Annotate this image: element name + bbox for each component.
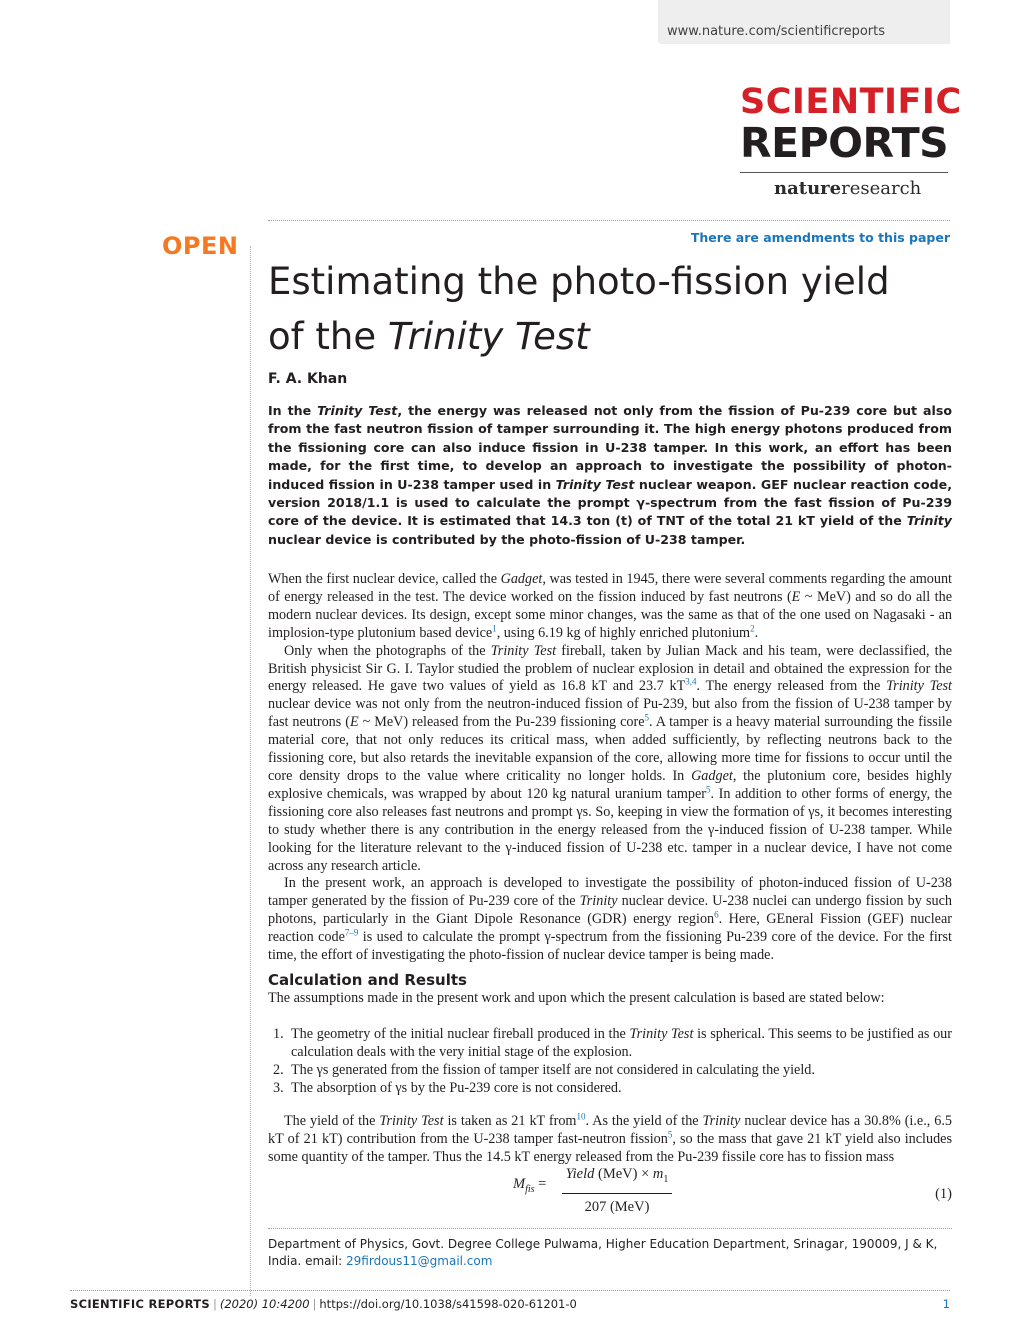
abstract-italic: Trinity Test bbox=[555, 476, 635, 492]
body-italic: E bbox=[349, 714, 359, 731]
body-text: . A tamper is a heavy material surrounding the fissile material core, that not only reduces its critical mass, when added sufficiently, by reflecting neutrons back to the fissioning core, but also retards the inevitable expansion of the core, allowing more time for fissions to occur until the core density drops to the value where criticality no longer holds. In bbox=[268, 714, 952, 784]
doi-link[interactable]: https://doi.org/10.1038/s41598-020-61201-0 bbox=[319, 1297, 577, 1311]
citation-link[interactable]: 6 bbox=[714, 909, 719, 920]
section-intro: The assumptions made in the present work and upon which the present calculation is based are stated below: bbox=[268, 989, 885, 1006]
body-text: When the first nuclear device, called the bbox=[268, 571, 501, 587]
abstract-text: nuclear weapon. GEF nuclear reaction code, version 2018/1.1 is used to calculate the prompt γ-spectrum from the fast fission of Pu-239 core of the device. It is estimated that 14.3 ton (t) of TNT of the total 21 kT yield of the bbox=[268, 476, 953, 529]
body-italic: Gadget bbox=[500, 571, 543, 587]
list-text: The geometry of the initial nuclear fireball produced in the bbox=[291, 1025, 630, 1042]
body-italic: Trinity Test bbox=[379, 1113, 444, 1130]
author-name: F. A. Khan bbox=[268, 371, 348, 387]
body-text: Only when the photographs of the bbox=[284, 642, 491, 659]
body-text: nuclear device has a 30.8% (i.e., 6.5 kT of 21 kT) contribution from the U-238 tamper fast-neutron fission bbox=[268, 1113, 952, 1148]
body-text: , using 6.19 kg of highly enriched plutonium bbox=[496, 624, 751, 641]
publisher-logo-rest: research bbox=[841, 178, 922, 199]
page-number: 1 bbox=[942, 1297, 950, 1311]
title-line-1: Estimating the photo-fission yield bbox=[268, 260, 890, 303]
footer-separator: | bbox=[212, 1297, 217, 1311]
equation-lhs: $M_{fis}$ = bbox=[513, 1176, 547, 1195]
list-item bbox=[268, 1062, 952, 1080]
abstract-text: , the energy was released not only from the fission of Pu-239 core but also from the fast neutron fission of tamper surrounding it. The high energy photons produced from the fissioning core can also induce fission in U-238 tamper. In this work, an effort has been made, for the first time, to develop an approach to investigate the possibility of photon-induced fission in U-238 tamper used in bbox=[268, 403, 952, 492]
body-paragraph-1 bbox=[268, 571, 952, 643]
list-text: The γs generated from the fission of tamper itself are not considered in calculating the yield. bbox=[291, 1061, 815, 1078]
body-text: ~ MeV) and so do all the modern nuclear devices. Its design, except some minor changes, was the same as that of the one used on Nagasaki - an implosion-type plutonium based device bbox=[268, 588, 952, 641]
article-title bbox=[268, 254, 890, 364]
body-text: , was tested in 1945, there were several comments regarding the amount of energy released in the test. The device worked on the fission induced by fast neutrons ( bbox=[268, 571, 952, 605]
body-text: . Here, GEneral Fission (GEF) nuclear reaction code bbox=[268, 911, 952, 946]
citation-link[interactable]: 5 bbox=[644, 712, 649, 723]
logo-reports-text: REPORTS bbox=[740, 119, 949, 167]
citation-link[interactable]: 7–9 bbox=[344, 927, 359, 938]
publisher-logo-bold: nature bbox=[774, 178, 842, 199]
equation-number: (1) bbox=[935, 1186, 952, 1202]
equation-symbol: Yield bbox=[565, 1166, 595, 1182]
citation-link[interactable]: 1 bbox=[492, 622, 497, 633]
title-line-2 bbox=[268, 309, 890, 364]
body-text: . As the yield of the bbox=[585, 1113, 703, 1130]
equation-text: (MeV) × bbox=[594, 1166, 653, 1182]
abstract-italic: Trinity bbox=[906, 513, 952, 529]
citation-link[interactable]: 3,4 bbox=[685, 676, 697, 687]
logo-scientific-text: SCIENTIFIC bbox=[740, 82, 962, 122]
body-text: . In addition to other forms of energy, the fissioning core also releases fast neutrons and prompt γs. So, keeping in view the formation of γs, it becomes interesting to study whether there is any contribution in the energy released from the γ-induced fission of U-238 tamper. While looking for the literature relevant to the γ-induced fission of U-238 etc. tamper in a nuclear device, I have not come across any research article. bbox=[268, 785, 952, 874]
body-text: nuclear device. U-238 nuclei can undergo fission by such photons, particularly in the Giant Dipole Resonance (GDR) energy region bbox=[268, 893, 952, 928]
citation-link[interactable]: 5 bbox=[706, 784, 711, 795]
footer-separator: | bbox=[312, 1297, 317, 1311]
body-text: is taken as 21 kT from bbox=[443, 1113, 577, 1130]
body-paragraph-2 bbox=[268, 643, 952, 876]
body-text: ~ MeV) released from the Pu-239 fissioning core bbox=[358, 714, 645, 731]
section-heading: Calculation and Results bbox=[268, 970, 467, 989]
footnote-divider bbox=[268, 1228, 952, 1229]
citation-link[interactable]: 5 bbox=[667, 1129, 673, 1140]
header-divider bbox=[268, 220, 950, 221]
vertical-divider bbox=[250, 246, 251, 1296]
body-italic: Gadget bbox=[691, 767, 733, 784]
footer-divider bbox=[70, 1290, 950, 1291]
equation-1 bbox=[268, 1164, 952, 1215]
abstract-italic: Trinity Test bbox=[317, 403, 398, 418]
citation-link[interactable]: 10 bbox=[576, 1111, 586, 1122]
list-number: 1. bbox=[273, 1025, 284, 1042]
body-text: In the present work, an approach is developed to investigate the possibility of photon-induced fission of U-238 tamper generated by the fission of Pu-239 core of the bbox=[268, 875, 952, 910]
body-text: , so the mass that gave 21 kT yield also includes some quantity of the tamper. Thus the 14.5 kT energy released from the Pu-239 fissile core has to fission mass bbox=[268, 1131, 952, 1166]
abstract-text: nuclear device is contributed by the photo-fission of U-238 tamper. bbox=[268, 531, 746, 547]
list-italic: Trinity Test bbox=[629, 1025, 694, 1042]
list-item bbox=[268, 1026, 952, 1062]
footer-volume: (2020) 10:4200 bbox=[219, 1297, 310, 1311]
title-italic: Trinity Test bbox=[387, 315, 590, 358]
body-text: The yield of the bbox=[284, 1113, 380, 1130]
body-text: , the plutonium core, besides highly explosive chemicals, was wrapped by about 120 kg natural uranium tamper bbox=[268, 767, 952, 802]
footer-citation bbox=[70, 1297, 577, 1311]
equation-numerator bbox=[562, 1164, 672, 1190]
abstract-text: In the bbox=[268, 403, 318, 418]
equation-symbol: M bbox=[513, 1176, 526, 1192]
footer-journal: SCIENTIFIC REPORTS bbox=[70, 1297, 210, 1311]
citation-link[interactable]: 2 bbox=[750, 622, 755, 633]
equation-symbol: m bbox=[652, 1166, 664, 1182]
journal-url-link[interactable]: www.nature.com/scientificreports bbox=[667, 24, 886, 39]
equation-fraction bbox=[562, 1164, 672, 1217]
body-text: fireball, taken by Julian Mack and his team, were declassified, the British physicist Sir G. I. Taylor studied the problem of nuclear explosion in detail and obtained the expression for the energy released. He gave two values of yield as 16.8 kT and 23.7 kT bbox=[268, 642, 953, 695]
logo-divider bbox=[740, 172, 948, 173]
equation-denominator: 207 (MeV) bbox=[584, 1198, 650, 1215]
publisher-logo bbox=[774, 178, 921, 199]
body-italic: Trinity Test bbox=[490, 642, 557, 659]
body-paragraph-4 bbox=[268, 1113, 952, 1167]
equation-subscript: fis bbox=[525, 1183, 535, 1195]
list-text: is spherical. This seems to be justified as our calculation deals with the very initial stage of the explosion. bbox=[291, 1025, 952, 1060]
list-item bbox=[268, 1080, 952, 1098]
body-text: nuclear device was not only from the neutron-induced fission of Pu-239, but also from the fission of U-238 tamper by fast neutrons ( bbox=[268, 696, 952, 731]
list-text: The absorption of γs by the Pu-239 core is not considered. bbox=[291, 1079, 622, 1096]
body-paragraph-3 bbox=[268, 875, 952, 965]
body-italic: Trinity bbox=[702, 1113, 741, 1130]
article-body bbox=[268, 571, 952, 1167]
amendments-link[interactable]: There are amendments to this paper bbox=[690, 230, 950, 245]
open-access-label: OPEN bbox=[162, 232, 239, 260]
body-text: is used to calculate the prompt γ-spectrum from the fissioning Pu-239 core of the device. For the first time, the effort of investigating the photo-fission of nuclear device tamper is being made. bbox=[268, 929, 952, 964]
affiliation-text: Department of Physics, Govt. Degree College Pulwama, Higher Education Department, Srinagar, 190009, J & K, India. email: bbox=[268, 1237, 938, 1268]
title-prefix: of the bbox=[268, 315, 388, 358]
equation-subscript: 1 bbox=[663, 1173, 669, 1185]
fraction-bar bbox=[562, 1193, 672, 1194]
email-link[interactable]: 29firdous11@gmail.com bbox=[346, 1254, 493, 1268]
body-italic: Trinity bbox=[579, 893, 618, 910]
body-italic: Trinity Test bbox=[886, 678, 952, 695]
body-text: . bbox=[754, 624, 759, 641]
affiliation-footnote bbox=[268, 1236, 958, 1270]
list-number: 3. bbox=[273, 1079, 284, 1096]
list-number: 2. bbox=[273, 1061, 284, 1078]
assumptions-list bbox=[268, 1026, 952, 1098]
body-italic: E bbox=[791, 588, 801, 605]
body-text: . The energy released from the bbox=[696, 678, 887, 695]
abstract bbox=[268, 402, 952, 549]
